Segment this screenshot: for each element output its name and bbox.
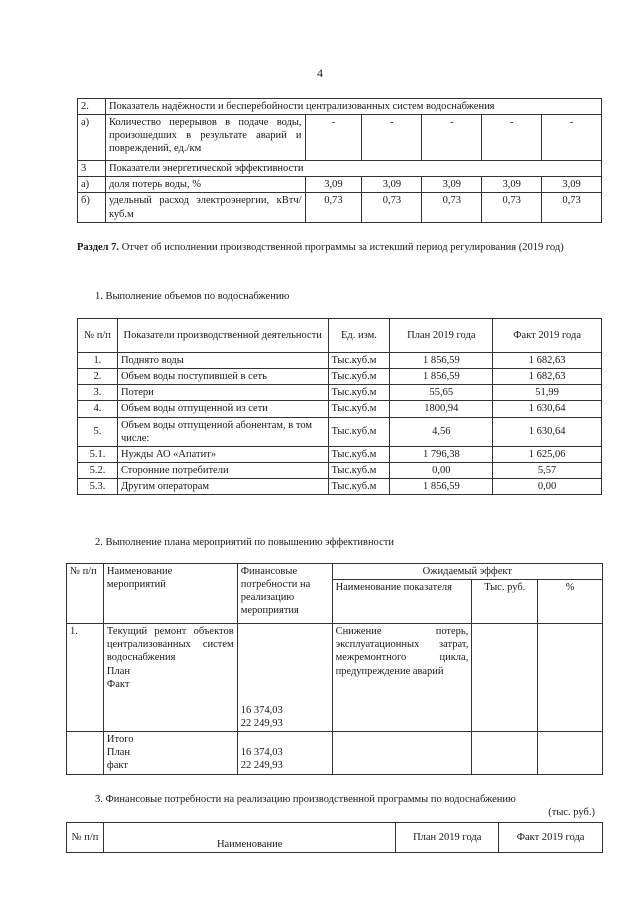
row-unit: Тыс.куб.м — [328, 385, 390, 401]
column-header: № п/п — [67, 564, 104, 624]
row-title: доля потерь воды, % — [105, 177, 305, 193]
row-name: Нужды АО «Апатит» — [117, 446, 328, 462]
cell-value: 0,73 — [422, 193, 482, 222]
row-fact: 1 630,64 — [493, 401, 602, 417]
row-plan: 4,56 — [390, 417, 493, 446]
row-plan: 1 796,38 — [390, 446, 493, 462]
column-header: Ожидаемый эффект — [332, 564, 602, 580]
measure-name: Текущий ремонт объектов централизованных систем водоснабжения — [106, 626, 234, 664]
row-plan: 0,00 — [390, 462, 493, 478]
plan-value: 16 374,03 — [240, 747, 283, 759]
row-plan: 1800,94 — [390, 401, 493, 417]
row-fact: 1 630,64 — [493, 417, 602, 446]
row-name — [103, 624, 237, 732]
cell-value: - — [542, 115, 602, 161]
fact-value: 22 249,93 — [240, 718, 283, 729]
cell-value: 3,09 — [542, 177, 602, 193]
table-row — [78, 99, 602, 115]
row-indicator — [332, 732, 472, 774]
column-header: Показатели производственной деятельности — [117, 319, 328, 353]
column-header: Наименование мероприятий — [103, 564, 237, 624]
row-unit: Тыс.куб.м — [328, 353, 390, 369]
fact-value: 22 249,93 — [240, 760, 283, 772]
row-unit: Тыс.куб.м — [328, 369, 390, 385]
column-header: № п/п — [67, 823, 104, 853]
plan-value: 16 374,03 — [240, 704, 283, 716]
row-fact: 5,57 — [493, 462, 602, 478]
table-row — [78, 385, 602, 401]
volumes-table — [77, 318, 602, 495]
row-number: б) — [78, 193, 106, 222]
row-finance — [237, 624, 332, 732]
table-row — [78, 479, 602, 495]
page-number: 4 — [317, 66, 323, 80]
column-header: % — [538, 580, 603, 624]
row-plan: 1 856,59 — [390, 369, 493, 385]
cell-value: 3,09 — [362, 177, 422, 193]
column-header: Наименование — [103, 823, 395, 853]
table-row — [78, 417, 602, 446]
row-name: Объем воды поступившей в сеть — [117, 369, 328, 385]
row-number: 2. — [78, 99, 106, 115]
column-header: План 2019 года — [390, 319, 493, 353]
table-header-row — [67, 564, 603, 580]
row-name: Поднято воды — [117, 353, 328, 369]
row-name: Потери — [117, 385, 328, 401]
row-number: 4. — [78, 401, 118, 417]
table-row — [78, 115, 602, 161]
row-unit: Тыс.куб.м — [328, 462, 390, 478]
table-row — [78, 446, 602, 462]
row-name: Сторонние потребители — [117, 462, 328, 478]
cell-value: - — [422, 115, 482, 161]
table-row — [67, 624, 603, 732]
row-plan: 1 856,59 — [390, 479, 493, 495]
total-label: Итого — [106, 734, 134, 746]
row-number: 3. — [78, 385, 118, 401]
column-header: План 2019 года — [396, 823, 499, 853]
row-plan: 1 856,59 — [390, 353, 493, 369]
column-header: Факт 2019 года — [499, 823, 603, 853]
row-fact: 1 682,63 — [493, 353, 602, 369]
table-row — [78, 401, 602, 417]
column-header: Финансовые потребности на реализацию мероприятия — [237, 564, 332, 624]
column-header: Факт 2019 года — [493, 319, 602, 353]
row-number: а) — [78, 177, 106, 193]
row-pct — [538, 624, 603, 732]
row-fact: 1 682,63 — [493, 369, 602, 385]
column-header: № п/п — [78, 319, 118, 353]
row-number — [67, 732, 104, 774]
row-title: Количество перерывов в подаче воды, произошедших в результате аварий и повреждений, ед./км — [105, 115, 305, 161]
cell-value: 3,09 — [422, 177, 482, 193]
row-number: 5.3. — [78, 479, 118, 495]
fact-label: Факт — [106, 678, 130, 690]
row-rub — [472, 624, 538, 732]
table-row — [78, 177, 602, 193]
table-header-row — [67, 823, 603, 853]
row-fact: 1 625,06 — [493, 446, 602, 462]
table-row — [78, 369, 602, 385]
section-7-text: Отчет об исполнении производственной программы за истекший период регулирования (2019 год) — [119, 242, 564, 253]
row-title: Показатели энергетической эффективности — [105, 161, 601, 177]
unit-note: (тыс. руб.) — [548, 807, 595, 818]
row-unit: Тыс.куб.м — [328, 417, 390, 446]
row-number: а) — [78, 115, 106, 161]
row-finance — [237, 732, 332, 774]
row-fact: 0,00 — [493, 479, 602, 495]
row-title: Показатель надёжности и бесперебойности централизованных систем водоснабжения — [105, 99, 601, 115]
indicators-table — [77, 98, 602, 223]
table-row — [78, 193, 602, 222]
cell-value: - — [482, 115, 542, 161]
row-number: 1. — [78, 353, 118, 369]
table-row — [78, 353, 602, 369]
row-number: 5.2. — [78, 462, 118, 478]
column-header: Тыс. руб. — [472, 580, 538, 624]
row-name — [103, 732, 237, 774]
row-indicator: Снижение потерь, эксплуатационных затрат, межремонтного цикла, предупреждение аварий — [332, 624, 472, 732]
row-number: 3 — [78, 161, 106, 177]
column-header: Наименование показателя — [332, 580, 472, 624]
cell-value: - — [362, 115, 422, 161]
plan-label: План — [106, 665, 131, 677]
table-header-row — [78, 319, 602, 353]
row-unit: Тыс.куб.м — [328, 446, 390, 462]
cell-value: 0,73 — [542, 193, 602, 222]
table-row — [78, 462, 602, 478]
measures-table — [66, 563, 603, 775]
subsection-3-heading: 3. Финансовые потребности на реализацию производственной программы по водоснабжению — [95, 794, 516, 805]
cell-value: 3,09 — [482, 177, 542, 193]
row-plan: 55,65 — [390, 385, 493, 401]
column-header: Ед. изм. — [328, 319, 390, 353]
row-number: 5.1. — [78, 446, 118, 462]
cell-value: - — [305, 115, 362, 161]
row-number: 2. — [78, 369, 118, 385]
fact-label: факт — [106, 760, 128, 772]
row-name: Объем воды отпущенной абонентам, в том числе: — [117, 417, 328, 446]
row-unit: Тыс.куб.м — [328, 479, 390, 495]
plan-label: План — [106, 747, 131, 759]
row-number: 5. — [78, 417, 118, 446]
row-title: удельный расход электроэнергии, кВтч/куб.м — [105, 193, 305, 222]
subsection-1-heading: 1. Выполнение объемов по водоснабжению — [95, 291, 290, 302]
row-number: 1. — [67, 624, 104, 732]
row-fact: 51,99 — [493, 385, 602, 401]
cell-value: 0,73 — [482, 193, 542, 222]
section-7-heading — [77, 241, 602, 255]
section-7-label: Раздел 7. — [77, 242, 120, 253]
row-unit: Тыс.куб.м — [328, 401, 390, 417]
table-row — [67, 732, 603, 774]
finance-table — [66, 822, 603, 853]
row-pct — [538, 732, 603, 774]
row-name: Объем воды отпущенной из сети — [117, 401, 328, 417]
cell-value: 3,09 — [305, 177, 362, 193]
table-row — [78, 161, 602, 177]
row-name: Другим операторам — [117, 479, 328, 495]
cell-value: 0,73 — [362, 193, 422, 222]
row-rub — [472, 732, 538, 774]
cell-value: 0,73 — [305, 193, 362, 222]
subsection-2-heading: 2. Выполнение плана мероприятий по повышению эффективности — [95, 537, 394, 548]
